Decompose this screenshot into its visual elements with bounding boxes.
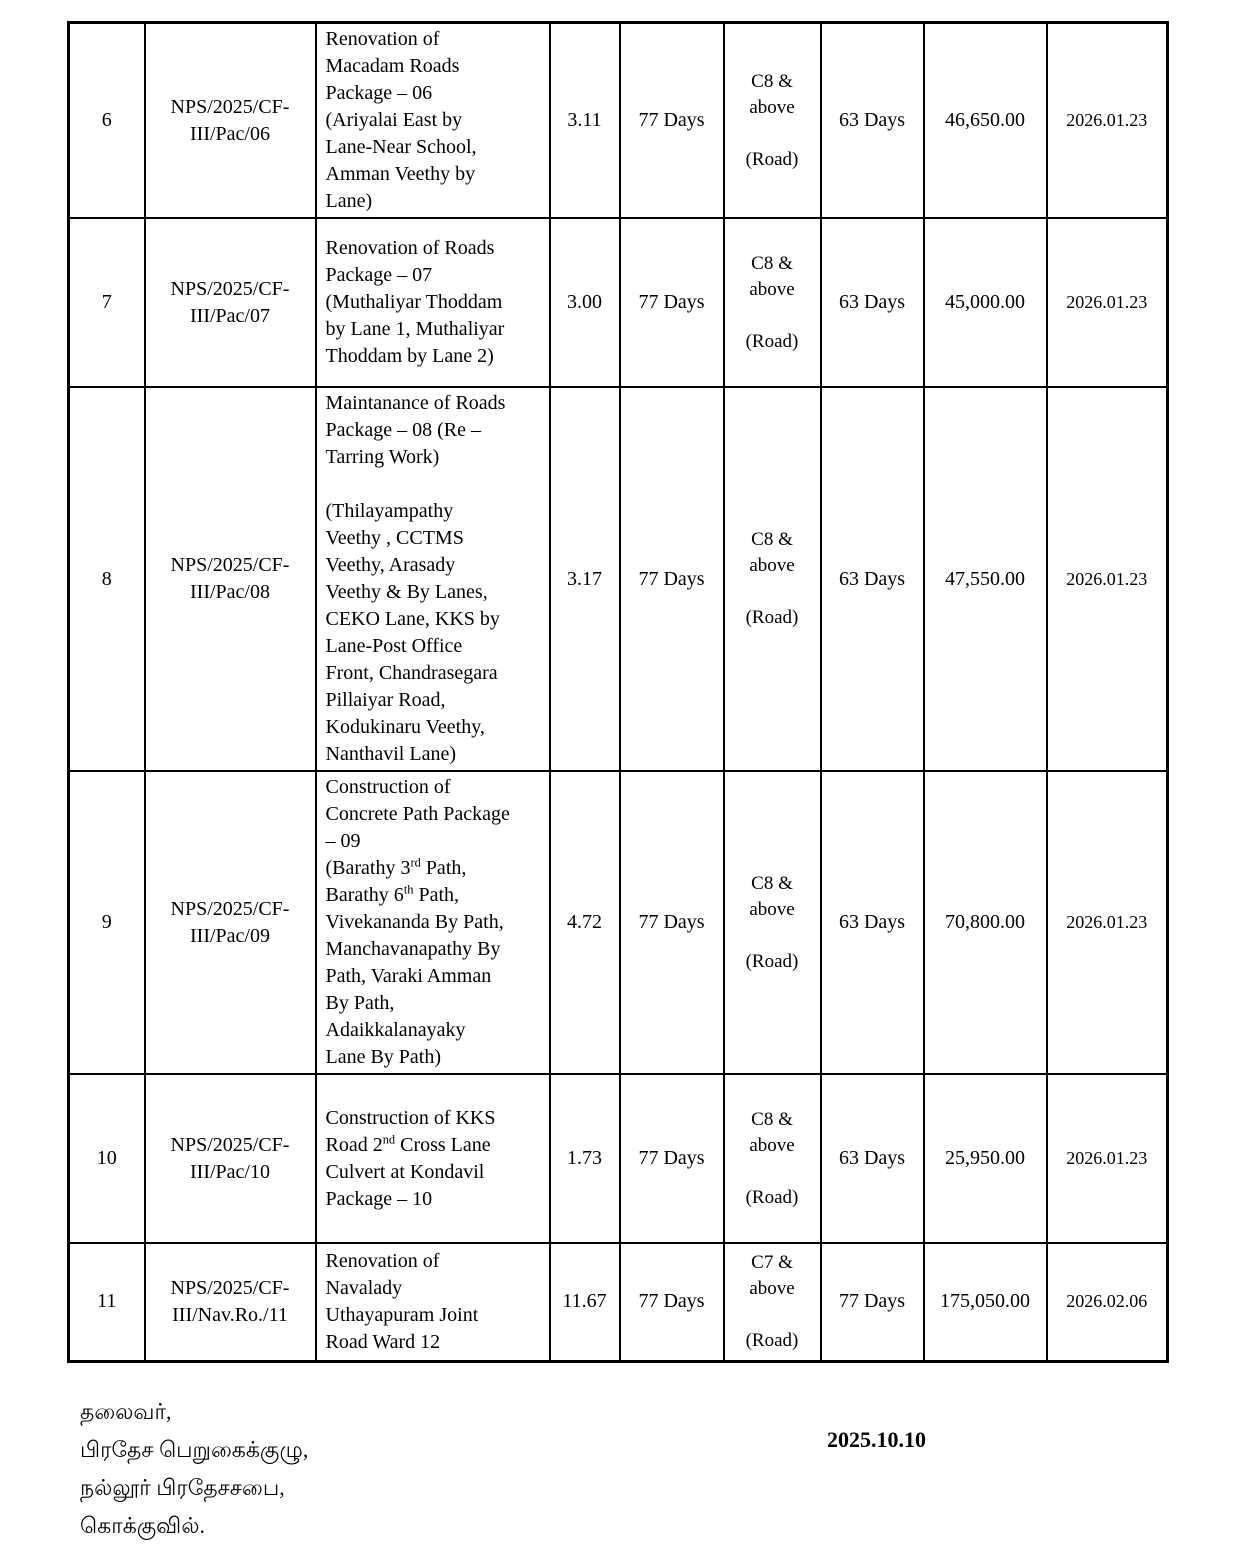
cell-amount: 70,800.00 — [924, 771, 1047, 1074]
cell-no: 8 — [69, 387, 145, 771]
cell-validity: 77 Days — [821, 1243, 924, 1361]
cell-validity: 63 Days — [821, 771, 924, 1074]
cell-period: 77 Days — [620, 1243, 724, 1361]
table-row — [69, 218, 1168, 387]
table-row — [69, 23, 1168, 219]
cell-estimate: 11.67 — [550, 1243, 620, 1361]
cell-amount: 25,950.00 — [924, 1074, 1047, 1243]
cell-estimate: 3.11 — [550, 23, 620, 219]
cell-validity: 63 Days — [821, 387, 924, 771]
signature-line: நல்லூர் பிரதேசசபை, — [80, 1475, 285, 1500]
cell-ref: NPS/2025/CF- III/Pac/07 — [145, 218, 316, 387]
cell-no: 10 — [69, 1074, 145, 1243]
cell-validity: 63 Days — [821, 218, 924, 387]
cell-date: 2026.01.23 — [1047, 23, 1168, 219]
cell-ref: NPS/2025/CF- III/Pac/09 — [145, 771, 316, 1074]
cell-date: 2026.01.23 — [1047, 771, 1168, 1074]
table-row — [69, 1074, 1168, 1243]
table-row — [69, 387, 1168, 771]
table-row — [69, 771, 1168, 1074]
cell-desc: Maintanance of Roads Package – 08 (Re – Tarring Work) (Thilayampathy Veethy , CCTMS Veethy, Arasady Veethy & By Lanes, CEKO Lane, KKS by Lane-Post Office Front, Chandrasegara Pillaiyar Road, Kodukinaru Veethy, Nanthavil Lane) — [316, 387, 550, 771]
cell-amount: 46,650.00 — [924, 23, 1047, 219]
cell-grade: C8 & above (Road) — [724, 218, 821, 387]
cell-date: 2026.01.23 — [1047, 1074, 1168, 1243]
cell-grade: C8 & above (Road) — [724, 1074, 821, 1243]
cell-ref: NPS/2025/CF- III/Pac/06 — [145, 23, 316, 219]
cell-desc: Construction of KKS Road 2nd Cross Lane Culvert at Kondavil Package – 10 — [316, 1074, 550, 1243]
signature-line: கொக்குவில். — [80, 1513, 205, 1538]
cell-estimate: 1.73 — [550, 1074, 620, 1243]
cell-ref: NPS/2025/CF- III/Nav.Ro./11 — [145, 1243, 316, 1361]
cell-estimate: 4.72 — [550, 771, 620, 1074]
cell-grade: C8 & above (Road) — [724, 771, 821, 1074]
signature-block — [80, 1393, 308, 1545]
cell-validity: 63 Days — [821, 23, 924, 219]
cell-period: 77 Days — [620, 387, 724, 771]
cell-period: 77 Days — [620, 218, 724, 387]
cell-date: 2026.01.23 — [1047, 387, 1168, 771]
table-row — [69, 1243, 1168, 1361]
cell-grade: C8 & above (Road) — [724, 23, 821, 219]
cell-no: 6 — [69, 23, 145, 219]
cell-ref: NPS/2025/CF- III/Pac/08 — [145, 387, 316, 771]
cell-desc: Renovation of Roads Package – 07 (Muthaliyar Thoddam by Lane 1, Muthaliyar Thoddam by Lane 2) — [316, 218, 550, 387]
footer-date: 2025.10.10 — [827, 1427, 926, 1452]
cell-amount: 47,550.00 — [924, 387, 1047, 771]
cell-no: 9 — [69, 771, 145, 1074]
cell-validity: 63 Days — [821, 1074, 924, 1243]
cell-amount: 45,000.00 — [924, 218, 1047, 387]
signature-line: தலைவர், — [80, 1399, 172, 1424]
cell-date: 2026.02.06 — [1047, 1243, 1168, 1361]
cell-desc: Construction of Concrete Path Package – 09 (Barathy 3rd Path, Barathy 6th Path, Vivekananda By Path, Manchavanapathy By Path, Varaki Amman By Path, Adaikkalanayaky Lane By Path) — [316, 771, 550, 1074]
cell-ref: NPS/2025/CF- III/Pac/10 — [145, 1074, 316, 1243]
cell-estimate: 3.17 — [550, 387, 620, 771]
cell-amount: 175,050.00 — [924, 1243, 1047, 1361]
cell-date: 2026.01.23 — [1047, 218, 1168, 387]
table-body — [69, 23, 1168, 1362]
cell-period: 77 Days — [620, 23, 724, 219]
cell-no: 7 — [69, 218, 145, 387]
cell-period: 77 Days — [620, 1074, 724, 1243]
cell-period: 77 Days — [620, 771, 724, 1074]
cell-desc: Renovation of Navalady Uthayapuram Joint Road Ward 12 — [316, 1243, 550, 1361]
tender-table — [67, 21, 1169, 1363]
cell-grade: C7 & above (Road) — [724, 1243, 821, 1361]
signature-line: பிரதேச பெறுகைக்குழு, — [80, 1437, 309, 1462]
cell-estimate: 3.00 — [550, 218, 620, 387]
cell-grade: C8 & above (Road) — [724, 387, 821, 771]
cell-desc: Renovation of Macadam Roads Package – 06 (Ariyalai East by Lane-Near School, Amman Veethy by Lane) — [316, 23, 550, 219]
cell-no: 11 — [69, 1243, 145, 1361]
